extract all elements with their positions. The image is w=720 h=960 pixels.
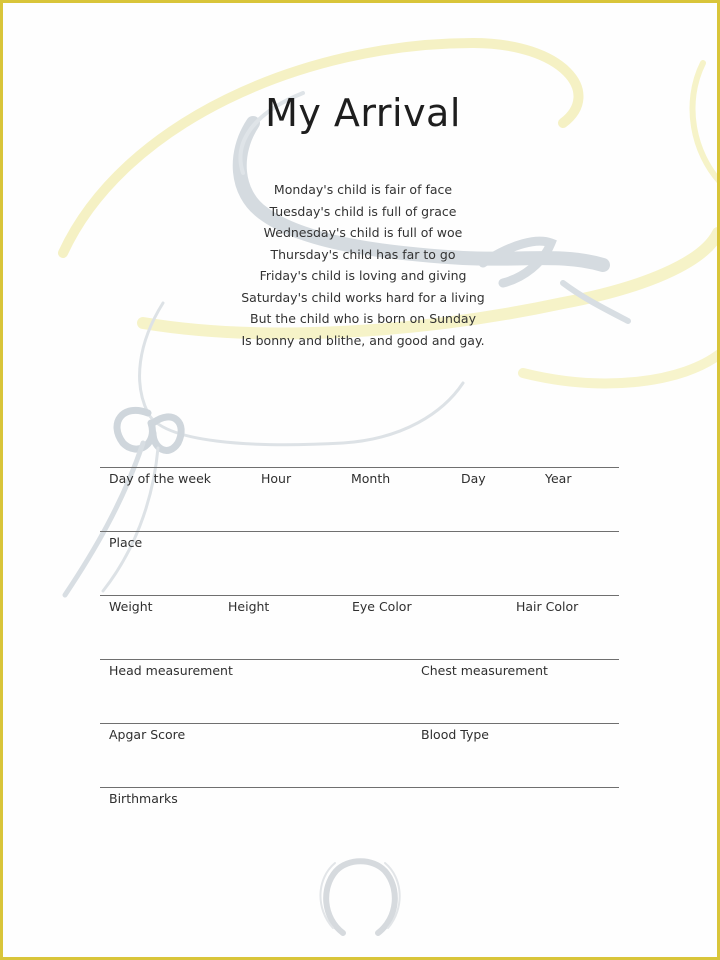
hair-color-field[interactable]: Hair Color bbox=[516, 599, 579, 614]
poem bbox=[3, 179, 720, 351]
day-field[interactable]: Day bbox=[461, 471, 486, 486]
eye-color-field[interactable]: Eye Color bbox=[352, 599, 412, 614]
chest-measurement-field[interactable]: Chest measurement bbox=[421, 663, 548, 678]
place-field[interactable]: Place bbox=[109, 535, 143, 550]
poem-line: Monday's child is fair of face bbox=[273, 182, 453, 197]
form-row-birthmarks bbox=[100, 787, 619, 851]
poem-line: Saturday's child works hard for a living bbox=[241, 289, 485, 305]
poem-line: Tuesday's child is full of grace bbox=[269, 203, 457, 219]
birthmarks-field[interactable]: Birthmarks bbox=[109, 791, 178, 806]
weight-field[interactable]: Weight bbox=[109, 599, 153, 614]
poem-line: Friday's child is loving and giving bbox=[259, 268, 467, 283]
month-field[interactable]: Month bbox=[351, 471, 391, 486]
form-row-measurements bbox=[100, 595, 619, 659]
page-title: My Arrival bbox=[265, 91, 461, 135]
poem-line: But the child who is born on Sunday bbox=[250, 311, 476, 326]
year-field[interactable]: Year bbox=[545, 471, 572, 486]
form-row-date bbox=[100, 467, 619, 531]
poem-line: Wednesday's child is full of woe bbox=[263, 225, 463, 240]
height-field[interactable]: Height bbox=[228, 599, 270, 614]
apgar-score-field[interactable]: Apgar Score bbox=[109, 727, 186, 742]
poem-line: Thursday's child has far to go bbox=[270, 246, 456, 262]
form-row-place bbox=[100, 531, 619, 595]
poem-line: Is bonny and blithe, and good and gay. bbox=[241, 332, 485, 348]
hour-field[interactable]: Hour bbox=[261, 471, 292, 486]
form-row-head-chest bbox=[100, 659, 619, 723]
day-of-week-field[interactable]: Day of the week bbox=[109, 471, 212, 486]
form-row-apgar-blood bbox=[100, 723, 619, 787]
birth-details-form bbox=[100, 467, 619, 851]
blood-type-field[interactable]: Blood Type bbox=[421, 727, 489, 742]
head-measurement-field[interactable]: Head measurement bbox=[109, 663, 233, 678]
